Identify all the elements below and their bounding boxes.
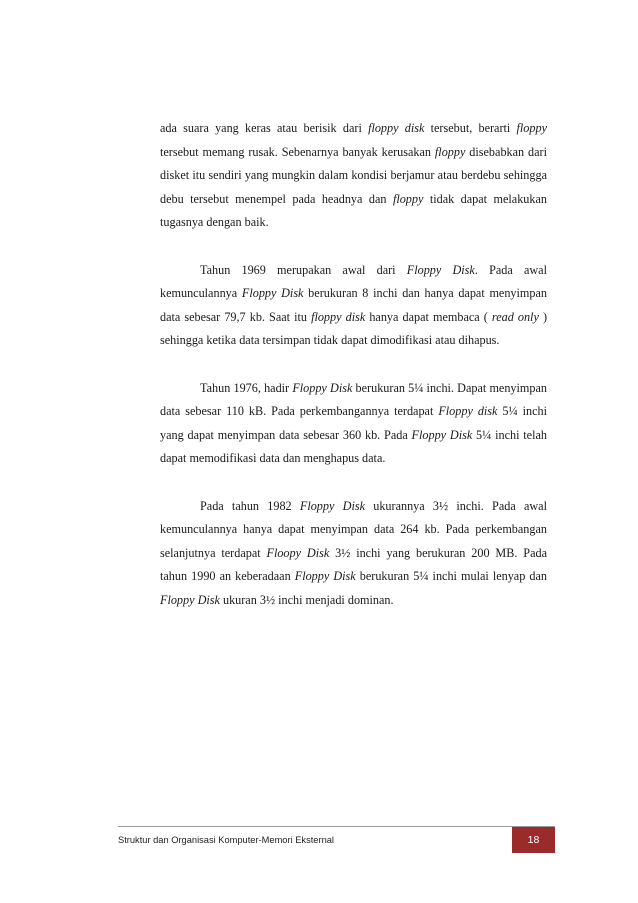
italic-term: read only (491, 309, 539, 324)
page-number: 18 (512, 827, 555, 853)
italic-term: Floppy Disk (241, 286, 304, 301)
text-run: tidak dapat melakukan tugasnya dengan baik. (160, 191, 547, 230)
italic-term: Floppy Disk (160, 592, 220, 607)
text-run: berukuran 5¼ inchi mulai lenyap dan (355, 569, 547, 584)
italic-term: Floppy Disk (411, 427, 473, 442)
text-run: berukuran 5¼ inchi. Dapat menyimpan data sebesar 110 kB. Pada perkembangannya terdapat (160, 380, 547, 419)
paragraph (160, 117, 547, 235)
italic-term: floppy disk (368, 121, 425, 135)
text-run: tersebut memang rusak. Sebenarnya banyak kerusakan (160, 144, 435, 159)
text-run: 5¼ inchi yang dapat menyimpan data sebesar 360 kb. Pada (160, 404, 547, 442)
page-footer (118, 826, 555, 853)
italic-term: floppy (392, 191, 424, 206)
italic-term: Floppy Disk (406, 262, 475, 277)
paragraph (160, 495, 547, 613)
italic-term: Floppy Disk (292, 380, 353, 395)
paragraph (160, 377, 547, 471)
footer-title: Struktur dan Organisasi Komputer-Memori Eksternal (118, 835, 334, 845)
text-run: ada suara yang keras atau berisik dari (160, 121, 369, 135)
body-text (160, 117, 547, 612)
text-run: berukuran 8 inchi dan hanya dapat menyimpan data sebesar 79,7 kb. Saat itu (160, 286, 547, 324)
text-run: Tahun 1969 merupakan awal dari (200, 262, 407, 277)
text-run: . Pada awal kemunculannya (160, 262, 547, 301)
italic-term: Floppy Disk (294, 569, 356, 584)
text-run: disebabkan dari disket itu sendiri yang mungkin dalam kondisi berjamur atau berdebu sehingga debu tersebut menempel pada headnya dan (160, 144, 547, 206)
text-run: ukurannya 3½ inchi. Pada awal kemunculannya hanya dapat menyimpan data 264 kb. Pada perkembangan selanjutnya terdapat (160, 498, 547, 560)
text-run: tersebut, berarti (424, 121, 517, 135)
italic-term: floppy (434, 144, 466, 159)
text-run: ukuran 3½ inchi menjadi dominan. (219, 592, 394, 607)
italic-term: floppy (516, 121, 547, 135)
italic-term: floppy disk (311, 309, 366, 324)
text-run: 3½ inchi yang berukuran 200 MB. Pada tahun 1990 an keberadaan (160, 545, 547, 584)
text-run: 5¼ inchi telah dapat memodifikasi data dan menghapus data. (160, 427, 547, 466)
text-run: ) sehingga ketika data tersimpan tidak dapat dimodifikasi atau dihapus. (160, 309, 547, 348)
text-run: Tahun 1976, hadir (200, 380, 293, 395)
italic-term: Floppy disk (438, 404, 498, 419)
italic-term: Floopy Disk (266, 545, 330, 560)
text-run: hanya dapat membaca ( (365, 309, 492, 324)
italic-term: Floppy Disk (299, 498, 365, 513)
text-run: Pada tahun 1982 (200, 498, 300, 513)
paragraph (160, 259, 547, 353)
